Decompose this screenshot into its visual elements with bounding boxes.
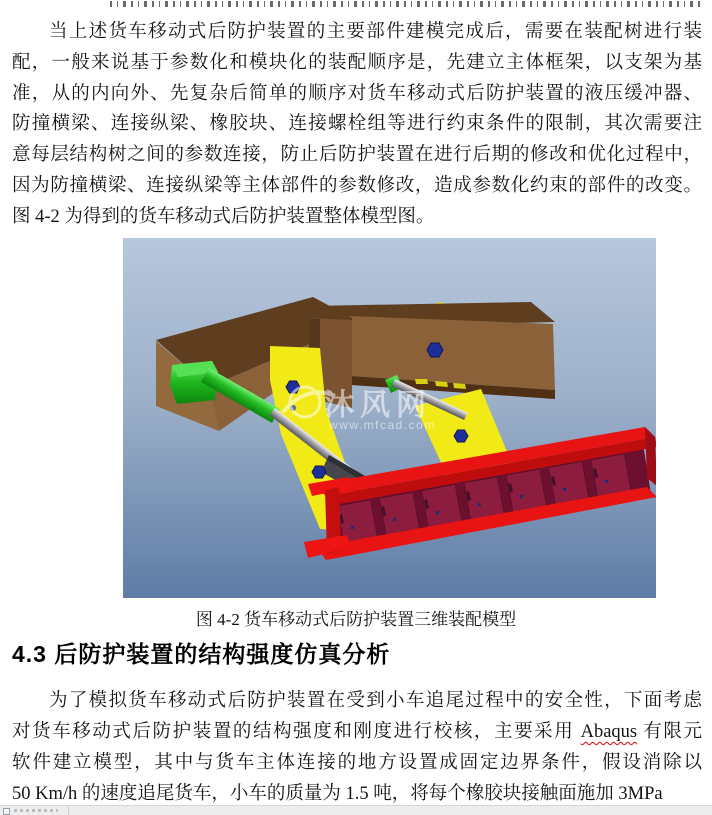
- paragraph-line: 图 4-2 为得到的货车移动式后防护装置整体模型图。: [12, 206, 435, 227]
- paragraph-line: 准，从的内向外、先复杂后简单的顺序对货车移动式后防护装置的液压缓冲器、: [12, 83, 702, 104]
- status-bar-icon: [3, 808, 10, 815]
- bolt-bracket-right: [454, 430, 468, 442]
- paragraph-line: 意每层结构树之间的参数连接，防止后防护装置在进行后期的修改和优化过程中，: [12, 145, 702, 166]
- line-text: 有限元: [637, 722, 702, 742]
- spellchecked-word: Abaqus: [580, 722, 638, 742]
- cut-off-text-line: [110, 1, 702, 7]
- paragraph-line: 配，一般来说基于参数化和模块化的装配顺序是，先建立主体框架，以支架为基: [12, 52, 702, 73]
- paragraph-assembly-description: [12, 17, 702, 233]
- cut-off-status-bar: [0, 805, 712, 815]
- bolt-damper-clevis: [312, 466, 326, 478]
- bolt-frame-beam: [427, 343, 443, 357]
- status-bar-divider: [68, 806, 69, 815]
- 3d-model-render: [123, 238, 656, 598]
- watermark-url: www.mfcad.com: [329, 418, 436, 432]
- status-bar-text-fragment: [14, 809, 58, 812]
- watermark-brand: 沐风网: [324, 389, 432, 422]
- assembly-model-figure: [123, 238, 656, 598]
- paragraph-line: 当上述货车移动式后防护装置的主要部件建模完成后，需要在装配树进行装: [49, 22, 702, 42]
- paragraph-line: 软件建立模型，其中与货车主体连接的地方设置成固定边界条件，假设消除以: [12, 753, 702, 773]
- paragraph-simulation-analysis: [12, 686, 702, 810]
- line-text: 对货车移动式后防护装置的结构强度和刚度进行校核，主要采用: [12, 722, 581, 742]
- paragraph-line: [12, 717, 702, 748]
- figure-caption: 图 4-2 货车移动式后防护装置三维装配模型: [195, 610, 517, 629]
- paragraph-line: 因为防撞横梁、连接纵梁等主体部件的参数修改，造成参数化约束的部件的改变。: [12, 175, 702, 196]
- paragraph-line: 为了模拟货车移动式后防护装置在受到小车追尾过程中的安全性，下面考虑: [49, 691, 702, 711]
- section-heading: 4.3 后防护装置的结构强度仿真分析: [12, 641, 391, 667]
- paragraph-line: 50 Km/h 的速度追尾货车，小车的质量为 1.5 吨，将每个橡胶块接触面施加 3MPa: [12, 784, 663, 804]
- paragraph-line: 防撞横梁、连接纵梁、橡胶块、连接螺栓组等进行约束条件的限制，其次需要注: [12, 114, 702, 135]
